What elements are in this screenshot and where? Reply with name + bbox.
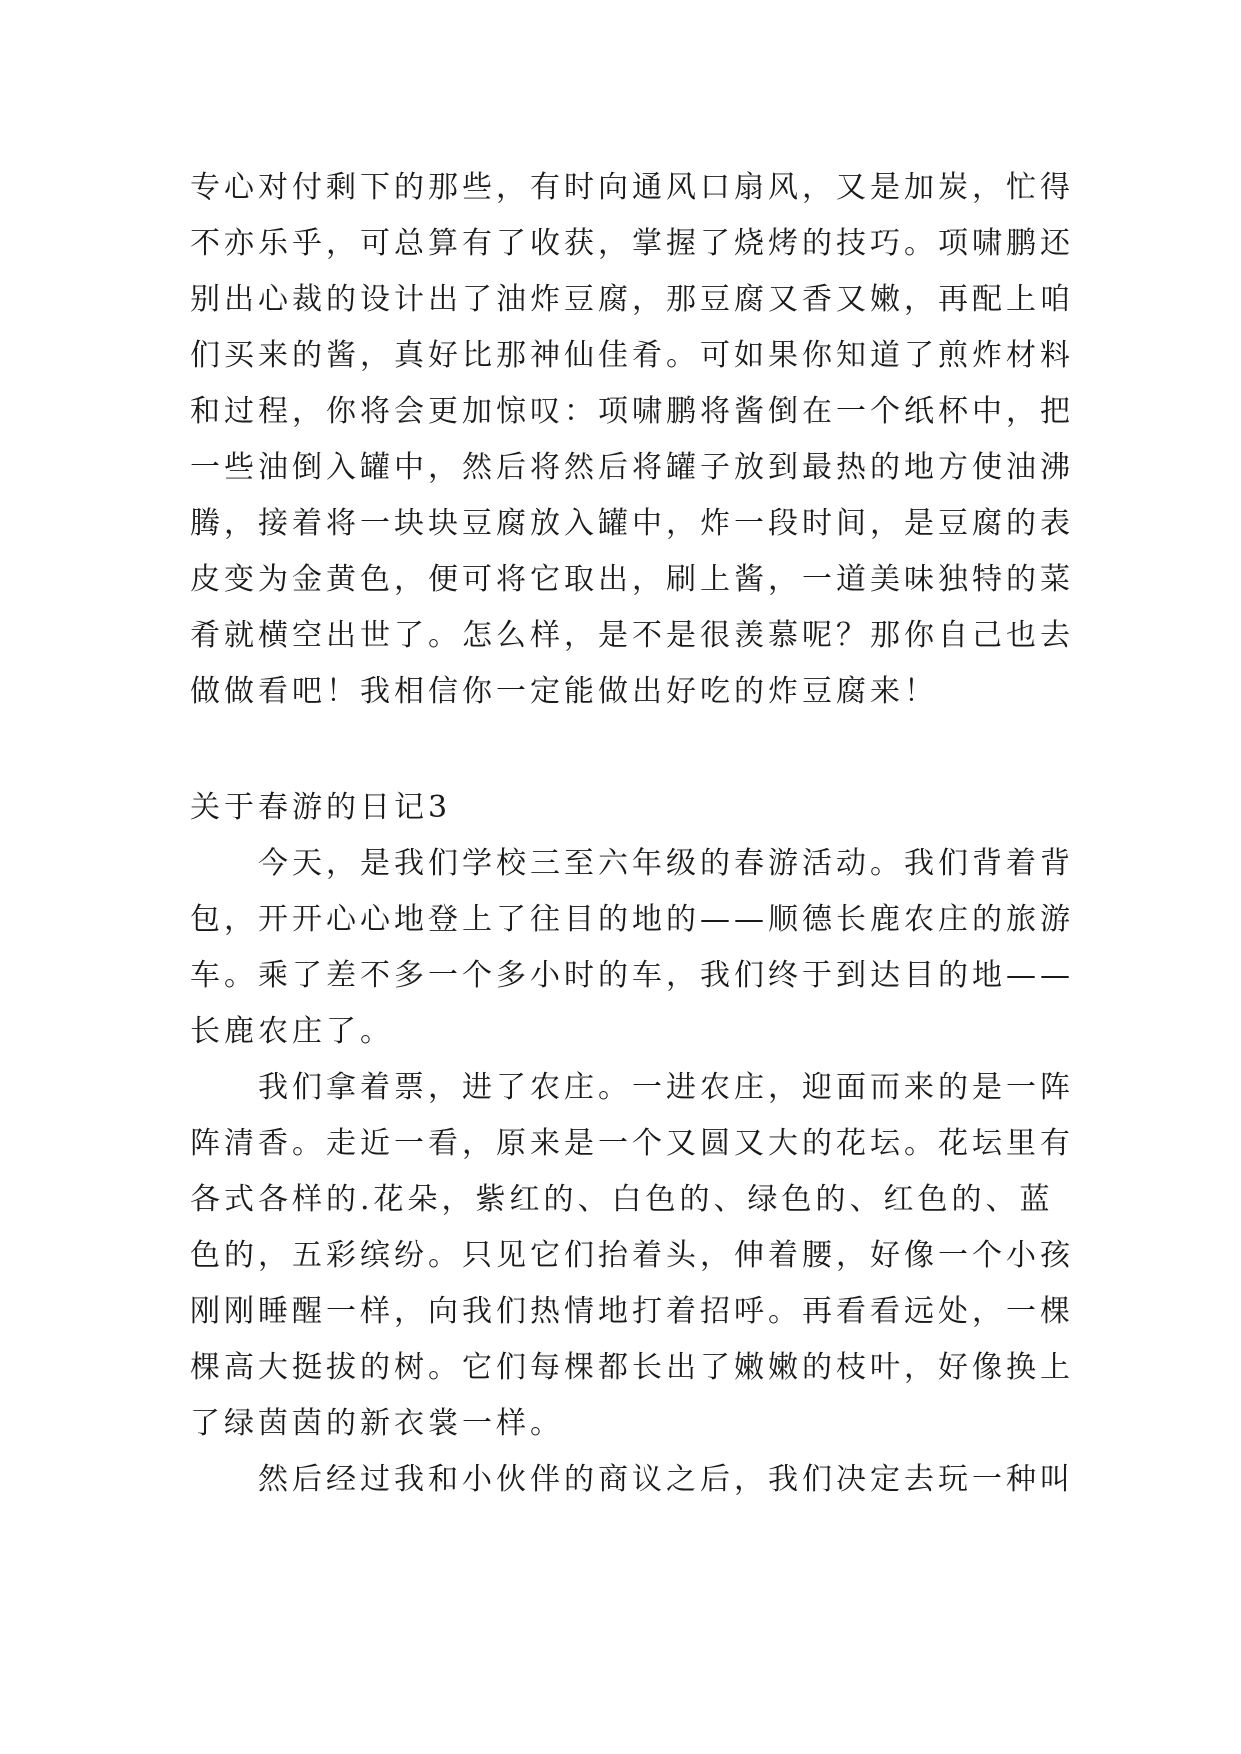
text-line: 棵高大挺拔的树。它们每棵都长出了嫩嫩的枝叶，好像换上 [190,1350,1074,1385]
text-line: 车。乘了差不多一个多小时的车，我们终于到达目的地—— [190,958,1074,993]
section-heading-block [190,780,1050,836]
text-line: 了绿茵茵的新衣裳一样。 [190,1406,564,1441]
section-body [190,836,1074,1508]
paragraph-2 [190,1060,1074,1452]
text-line: 不亦乐乎，可总算有了收获，掌握了烧烤的技巧。项啸鹏还 [190,226,1074,261]
paragraph-1 [190,836,1074,1060]
paragraph-3 [190,1452,1074,1508]
text-line: 一些油倒入罐中，然后将然后将罐子放到最热的地方使油沸 [190,450,1074,485]
text-line: 阵清香。走近一看，原来是一个又圆又大的花坛。花坛里有 [190,1126,1074,1161]
section-title: 关于春游的日记3 [190,790,452,825]
text-line: 色的，五彩缤纷。只见它们抬着头，伸着腰，好像一个小孩 [190,1238,1074,1273]
text-line: 专心对付剩下的那些，有时向通风口扇风，又是加炭，忙得 [190,170,1074,205]
text-line: 然后经过我和小伙伴的商议之后，我们决定去玩一种叫 [258,1462,1074,1497]
continuation-paragraph [190,160,1074,720]
text-line: 刚刚睡醒一样，向我们热情地打着招呼。再看看远处，一棵 [190,1294,1074,1329]
text-line: 各式各样的.花朵，紫红的、白色的、绿色的、红色的、蓝 [190,1182,1054,1217]
text-line: 别出心裁的设计出了油炸豆腐，那豆腐又香又嫩，再配上咱 [190,282,1074,317]
text-line: 肴就横空出世了。怎么样，是不是很羡慕呢？那你自己也去 [190,618,1074,653]
text-line: 皮变为金黄色，便可将它取出，刷上酱，一道美味独特的菜 [190,562,1074,597]
text-line: 今天，是我们学校三至六年级的春游活动。我们背着背 [258,846,1074,881]
text-line: 们买来的酱，真好比那神仙佳肴。可如果你知道了煎炸材料 [190,338,1074,373]
text-line: 包，开开心心地登上了往目的地的——顺德长鹿农庄的旅游 [190,902,1074,937]
text-line: 腾，接着将一块块豆腐放入罐中，炸一段时间，是豆腐的表 [190,506,1074,541]
text-line: 长鹿农庄了。 [190,1014,394,1049]
text-line: 我们拿着票，进了农庄。一进农庄，迎面而来的是一阵 [258,1070,1074,1105]
text-line: 做做看吧！我相信你一定能做出好吃的炸豆腐来！ [190,674,938,709]
text-line: 和过程，你将会更加惊叹：项啸鹏将酱倒在一个纸杯中，把 [190,394,1074,429]
